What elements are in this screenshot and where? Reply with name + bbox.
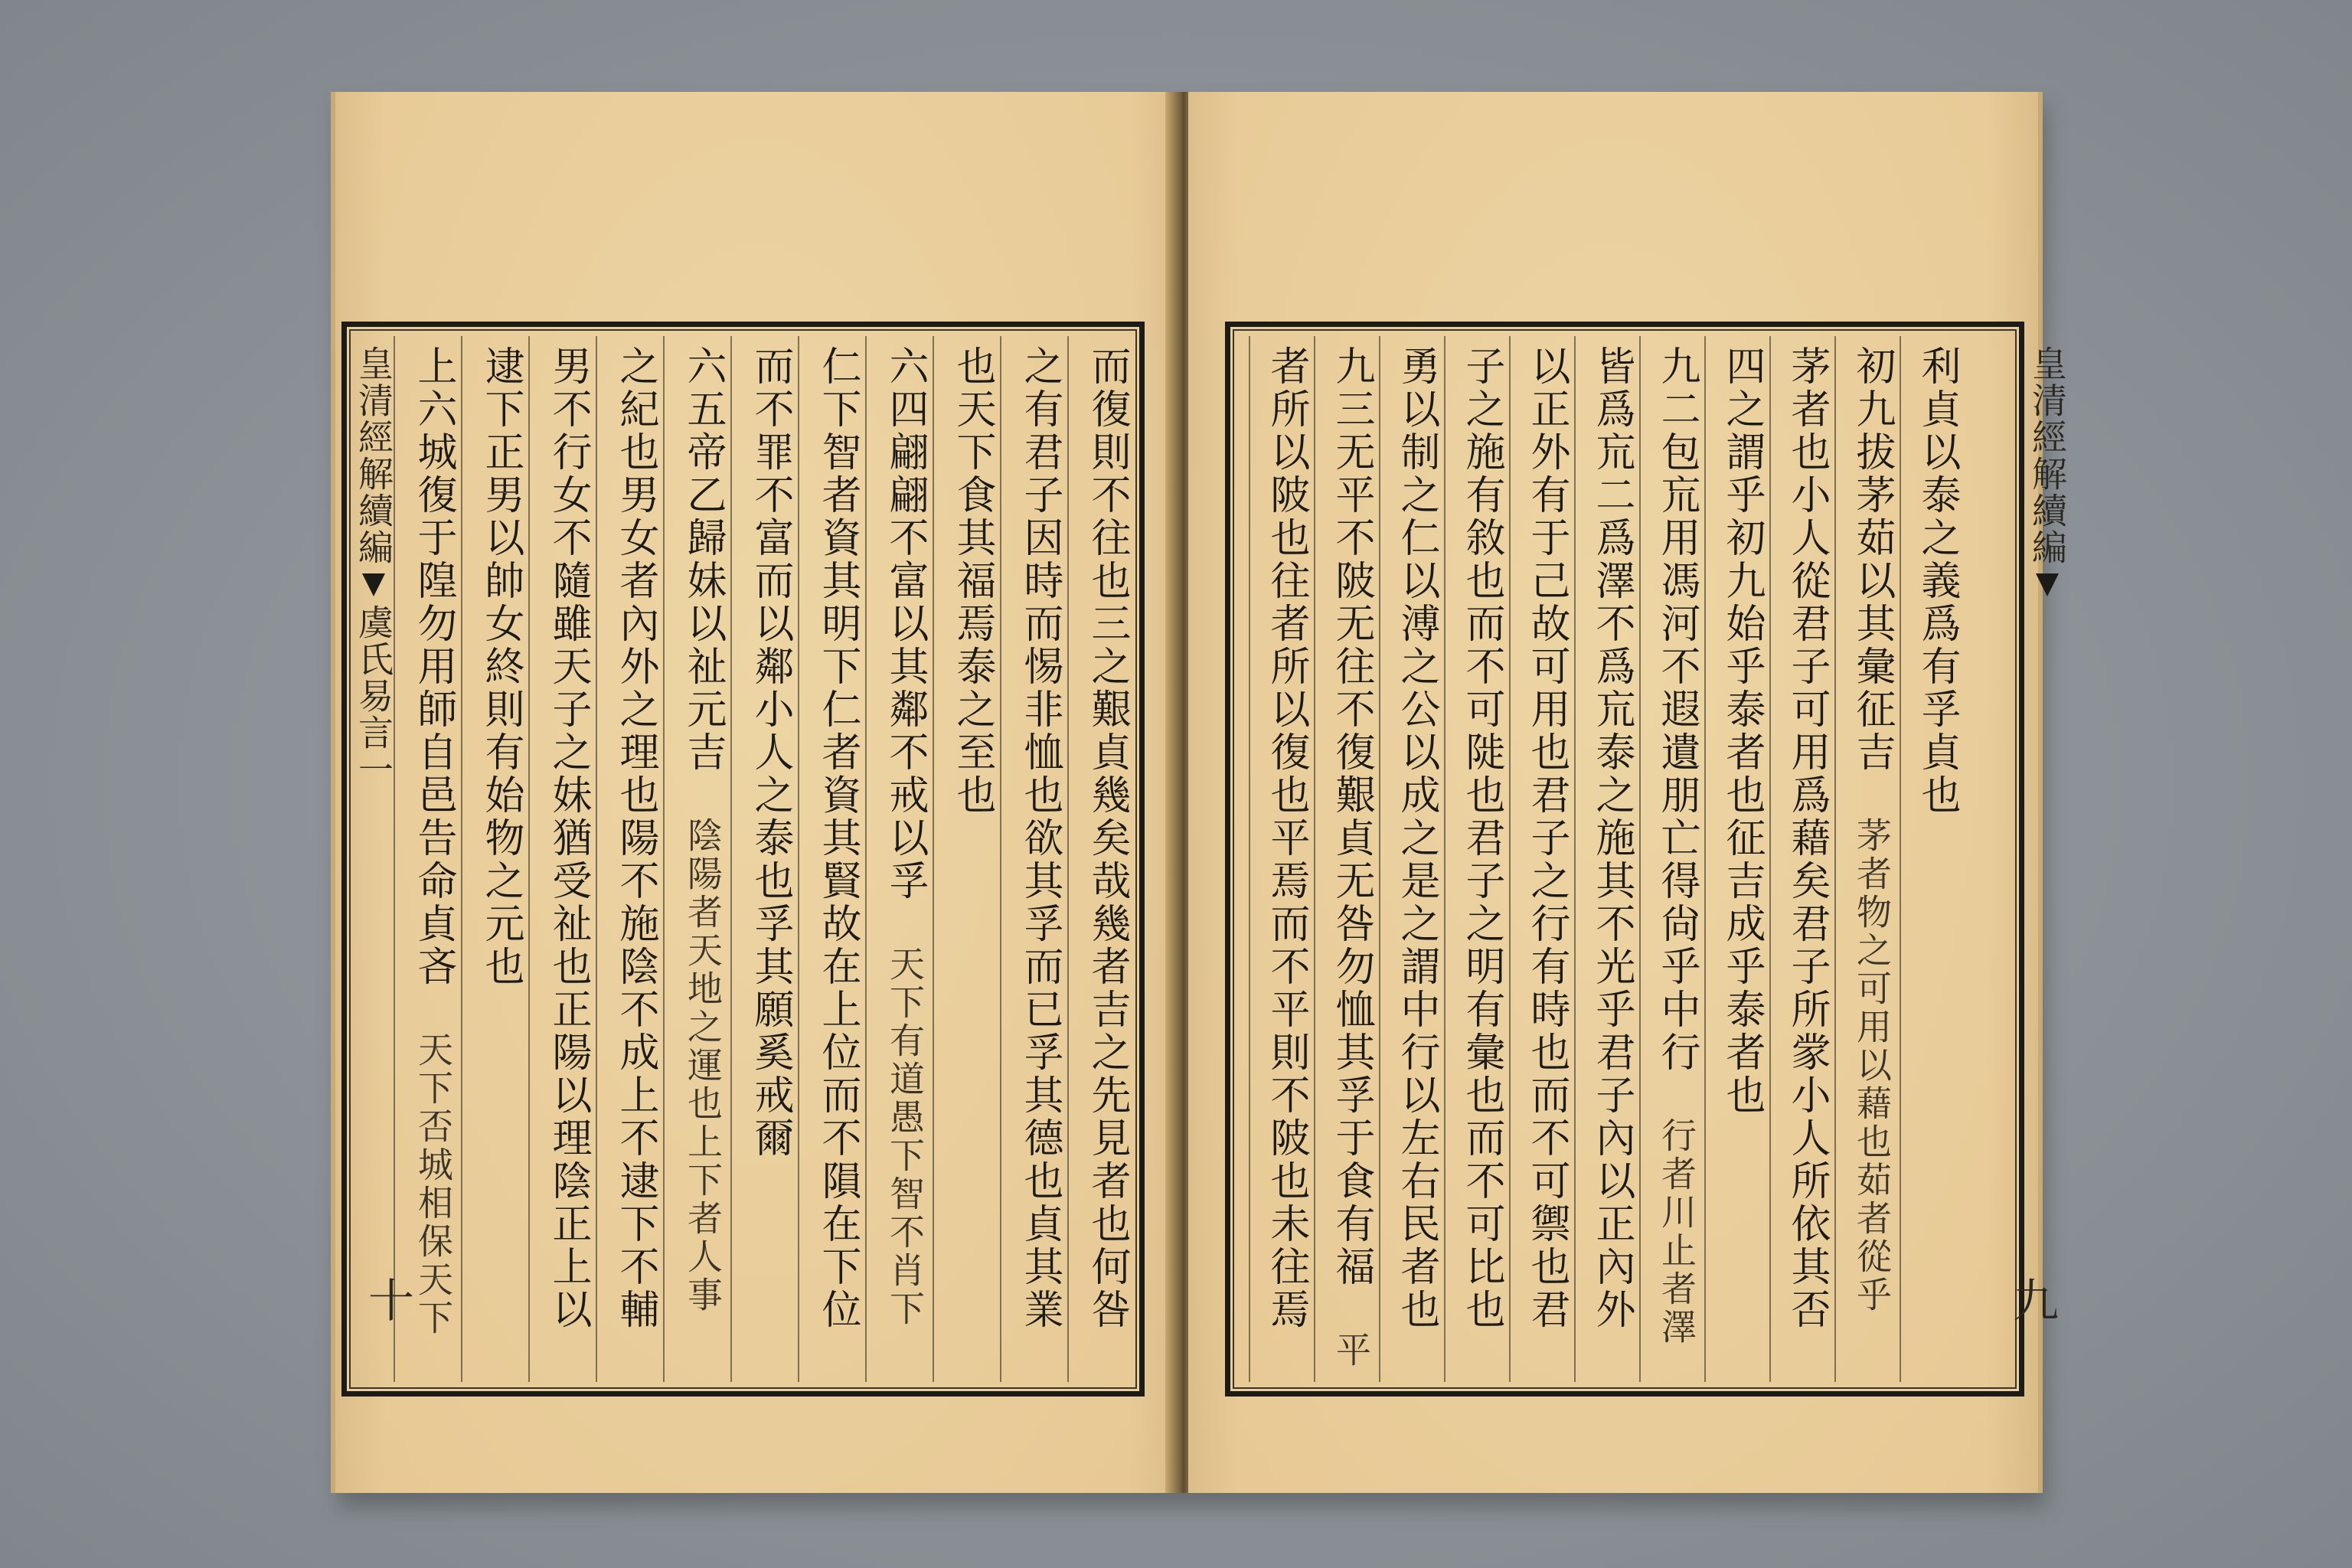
left-folio: 十 bbox=[361, 1276, 414, 1322]
main-text: 茅者也小人從君子可用爲藉矣君子所䝉小人所依其否 bbox=[1784, 345, 1830, 1331]
main-text: 利貞以泰之義爲有孚貞也 bbox=[1914, 345, 1960, 817]
right-page bbox=[1188, 92, 2068, 1493]
text-column bbox=[933, 336, 997, 1382]
main-text: 四之謂乎初九始乎泰者也征吉成乎泰者也 bbox=[1719, 345, 1765, 1117]
text-column bbox=[1249, 336, 1311, 1382]
main-text: 六四翩翩不富以其鄰不戒以孚 bbox=[882, 345, 928, 903]
text-column bbox=[596, 336, 660, 1382]
main-text: 之紀也男女者內外之理也陽不施陰不成上不逮下不輔 bbox=[612, 345, 658, 1331]
left-page bbox=[331, 92, 1181, 1493]
commentary-text: 平 bbox=[1331, 1331, 1372, 1370]
main-text: 逮下正男以帥女終則有始物之元也 bbox=[478, 345, 524, 988]
main-text: 也天下食其福焉泰之至也 bbox=[949, 345, 995, 817]
main-text: 子之施有敘也而不可𨺗也君子之明有彙也而不可比也 bbox=[1459, 345, 1504, 1331]
right-text-frame bbox=[1225, 322, 2068, 1396]
text-column bbox=[1379, 336, 1441, 1382]
text-column bbox=[1444, 336, 1506, 1382]
text-column bbox=[1769, 336, 1831, 1382]
main-text: 男不行女不隨雖天子之妹猶受祉也正陽以理陰正上以 bbox=[545, 345, 591, 1331]
fish-tail-mark bbox=[2036, 573, 2059, 596]
text-column bbox=[1704, 336, 1766, 1382]
main-text: 者所以陂也往者所以復也平焉而不平則不陂也未往焉 bbox=[1263, 345, 1309, 1331]
banxin-subtitle: 虞氏易言一 bbox=[353, 604, 394, 788]
banxin-title: 皇清經解續編 bbox=[353, 345, 394, 566]
text-column bbox=[528, 336, 593, 1382]
commentary-text: 陰陽者天地之運也上下者人事 bbox=[682, 817, 724, 1315]
text-column bbox=[1314, 336, 1376, 1382]
main-text: 仁下智者資其明下仁者資其賢故在上位而不隕在下位 bbox=[815, 345, 861, 1331]
commentary-text: 天下有道愚下智不肖下 bbox=[884, 946, 926, 1328]
text-column bbox=[1834, 336, 1896, 1382]
fish-tail-mark bbox=[362, 573, 385, 596]
main-text: 六五帝乙歸妹以祉元吉 bbox=[680, 345, 726, 774]
left-text-frame bbox=[341, 322, 1145, 1396]
main-text: 之有君子因時而惕非恤也欲其孚而已孚其德也貞其業 bbox=[1017, 345, 1063, 1331]
text-column bbox=[1639, 336, 1701, 1382]
commentary-text: 茅者物之可用以藉也茹者從乎 bbox=[1851, 817, 1893, 1315]
main-text: 而復則不往也三之艱貞幾矣哉幾者吉之先見者也何咎 bbox=[1084, 345, 1130, 1331]
text-column bbox=[865, 336, 929, 1382]
main-text: 初九拔茅茹以其彙征吉 bbox=[1849, 345, 1895, 774]
text-column bbox=[1900, 336, 1962, 1382]
text-column bbox=[798, 336, 862, 1382]
main-text: 九二包巟用馮河不遐遺朋亡得尙乎中行 bbox=[1654, 345, 1700, 1074]
main-text: 上六城復于隍勿用師自邑告命貞吝 bbox=[410, 345, 456, 988]
text-column bbox=[394, 336, 458, 1382]
right-folio: 九 bbox=[2005, 1276, 2059, 1322]
text-column bbox=[1509, 336, 1571, 1382]
text-column bbox=[730, 336, 795, 1382]
text-column bbox=[1000, 336, 1064, 1382]
main-text: 勇以制之仁以溥之公以成之是之謂中行以左右民者也 bbox=[1393, 345, 1439, 1331]
text-column bbox=[1574, 336, 1636, 1382]
right-banxin bbox=[2011, 332, 2073, 1387]
main-text: 九三无平不陂无往不復艱貞无咎勿恤其孚于食有福 bbox=[1328, 345, 1374, 1289]
text-column bbox=[461, 336, 525, 1382]
text-column bbox=[663, 336, 727, 1382]
banxin-title: 皇清經解續編 bbox=[2027, 345, 2068, 566]
commentary-text: 行者川止者澤 bbox=[1656, 1117, 1697, 1347]
main-text: 而不罪不富而以鄰小人之泰也孚其願奚戒爾 bbox=[747, 345, 793, 1160]
main-text: 以正外有于己故可用也君子之行有時也而不可禦也君 bbox=[1524, 345, 1570, 1331]
left-banxin bbox=[338, 332, 399, 1387]
commentary-text: 天下否城相保天下 bbox=[413, 1031, 454, 1338]
text-column bbox=[1067, 336, 1132, 1382]
main-text: 皆爲巟二爲澤不爲巟泰之施其不光乎君子內以正內外 bbox=[1589, 345, 1635, 1331]
open-book bbox=[331, 92, 2068, 1493]
